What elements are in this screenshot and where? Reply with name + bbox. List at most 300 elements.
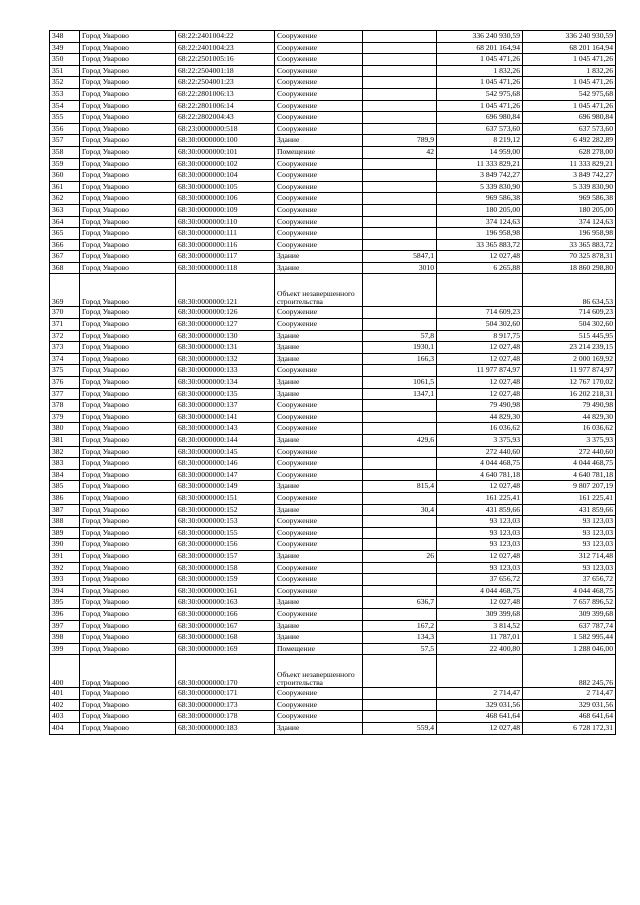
cadastral-value-cell: 37 656,72 [523, 574, 616, 586]
area-cell [363, 204, 437, 216]
municipality-cell: Город Уварово [80, 435, 176, 447]
cadastral-value-cell: 86 634,53 [523, 274, 616, 307]
unit-value-cell: 68 201 164,94 [437, 42, 523, 54]
area-cell [363, 400, 437, 412]
municipality-cell: Город Уварово [80, 42, 176, 54]
cadastral-value-cell: 431 859,66 [523, 504, 616, 516]
municipality-cell: Город Уварово [80, 620, 176, 632]
area-cell [363, 228, 437, 240]
table-row [50, 170, 616, 182]
unit-value-cell: 969 586,38 [437, 193, 523, 205]
area-cell [363, 516, 437, 528]
cadastral-value-cell: 696 980,84 [523, 112, 616, 124]
unit-value-cell: 16 036,62 [437, 423, 523, 435]
cadastral-number-cell: 68:30:0000000:143 [176, 423, 275, 435]
row-number-cell: 385 [50, 481, 80, 493]
object-type-cell: Сооружение [275, 54, 363, 66]
object-type-cell: Здание [275, 251, 363, 263]
object-type-cell: Помещение [275, 146, 363, 158]
row-number-cell: 404 [50, 723, 80, 735]
cadastral-value-cell: 6 728 172,31 [523, 723, 616, 735]
object-type-cell: Сооружение [275, 123, 363, 135]
municipality-cell: Город Уварово [80, 699, 176, 711]
unit-value-cell: 12 027,48 [437, 251, 523, 263]
row-number-cell: 355 [50, 112, 80, 124]
table-row [50, 446, 616, 458]
cadastral-number-cell: 68:23:0000000:518 [176, 123, 275, 135]
unit-value-cell: 12 027,48 [437, 388, 523, 400]
unit-value-cell: 12 027,48 [437, 377, 523, 389]
cadastral-number-cell: 68:30:0000000:156 [176, 539, 275, 551]
unit-value-cell [437, 274, 523, 307]
cadastral-value-cell: 93 123,03 [523, 562, 616, 574]
municipality-cell: Город Уварово [80, 655, 176, 688]
cadastral-value-cell: 4 044 468,75 [523, 458, 616, 470]
row-number-cell: 383 [50, 458, 80, 470]
cadastral-number-cell: 68:30:0000000:132 [176, 353, 275, 365]
cadastral-value-cell: 4 640 781,18 [523, 469, 616, 481]
row-number-cell: 362 [50, 193, 80, 205]
object-type-cell: Сооружение [275, 411, 363, 423]
cadastral-value-cell: 161 225,41 [523, 492, 616, 504]
area-cell [363, 181, 437, 193]
cadastral-value-cell: 1 582 995,44 [523, 632, 616, 644]
row-number-cell: 389 [50, 527, 80, 539]
cadastral-value-cell: 93 123,03 [523, 516, 616, 528]
area-cell [363, 469, 437, 481]
municipality-cell: Город Уварово [80, 723, 176, 735]
cadastral-number-cell: 68:30:0000000:155 [176, 527, 275, 539]
unit-value-cell: 336 240 930,59 [437, 31, 523, 43]
cadastral-number-cell: 68:30:0000000:159 [176, 574, 275, 586]
unit-value-cell: 11 977 874,97 [437, 365, 523, 377]
area-cell: 57,8 [363, 330, 437, 342]
object-type-cell: Сооружение [275, 216, 363, 228]
cadastral-value-cell: 6 492 282,89 [523, 135, 616, 147]
cadastral-number-cell: 68:30:0000000:137 [176, 400, 275, 412]
row-number-cell: 365 [50, 228, 80, 240]
area-cell: 134,3 [363, 632, 437, 644]
area-cell [363, 585, 437, 597]
table-row [50, 492, 616, 504]
cadastral-value-cell: 637 573,60 [523, 123, 616, 135]
area-cell: 167,2 [363, 620, 437, 632]
cadastral-number-cell: 68:30:0000000:104 [176, 170, 275, 182]
cadastral-number-cell: 68:30:0000000:158 [176, 562, 275, 574]
area-cell: 1061,5 [363, 377, 437, 389]
municipality-cell: Город Уварово [80, 77, 176, 89]
cadastral-value-cell: 637 787,74 [523, 620, 616, 632]
cadastral-value-cell: 7 657 896,52 [523, 597, 616, 609]
cadastral-number-cell: 68:30:0000000:183 [176, 723, 275, 735]
unit-value-cell: 22 400,80 [437, 643, 523, 655]
object-type-cell: Сооружение [275, 65, 363, 77]
municipality-cell: Город Уварово [80, 597, 176, 609]
row-number-cell: 392 [50, 562, 80, 574]
unit-value-cell: 4 044 468,75 [437, 585, 523, 597]
area-cell [363, 423, 437, 435]
cadastral-value-cell: 18 860 298,80 [523, 262, 616, 274]
table-row [50, 319, 616, 331]
municipality-cell: Город Уварово [80, 88, 176, 100]
table-row [50, 643, 616, 655]
cadastral-number-cell: 68:30:0000000:152 [176, 504, 275, 516]
municipality-cell: Город Уварово [80, 146, 176, 158]
cadastral-value-cell: 312 714,48 [523, 550, 616, 562]
object-type-cell: Сооружение [275, 77, 363, 89]
cadastral-number-cell: 68:30:0000000:157 [176, 550, 275, 562]
table-row [50, 411, 616, 423]
municipality-cell: Город Уварово [80, 170, 176, 182]
unit-value-cell: 44 829,30 [437, 411, 523, 423]
cadastral-number-cell: 68:22:2501005:16 [176, 54, 275, 66]
row-number-cell: 359 [50, 158, 80, 170]
object-type-cell: Сооружение [275, 688, 363, 700]
row-number-cell: 368 [50, 262, 80, 274]
object-type-cell: Здание [275, 388, 363, 400]
municipality-cell: Город Уварово [80, 711, 176, 723]
area-cell: 5847,1 [363, 251, 437, 263]
municipality-cell: Город Уварово [80, 643, 176, 655]
table-row [50, 365, 616, 377]
municipality-cell: Город Уварово [80, 469, 176, 481]
cadastral-value-cell: 23 214 239,15 [523, 342, 616, 354]
cadastral-value-cell: 1 045 471,26 [523, 54, 616, 66]
object-type-cell: Здание [275, 262, 363, 274]
unit-value-cell: 12 027,48 [437, 353, 523, 365]
row-number-cell: 364 [50, 216, 80, 228]
cadastral-number-cell: 68:30:0000000:171 [176, 688, 275, 700]
municipality-cell: Город Уварово [80, 632, 176, 644]
area-cell [363, 54, 437, 66]
cadastral-number-cell: 68:30:0000000:178 [176, 711, 275, 723]
municipality-cell: Город Уварово [80, 400, 176, 412]
row-number-cell: 349 [50, 42, 80, 54]
unit-value-cell: 6 265,88 [437, 262, 523, 274]
unit-value-cell: 12 027,48 [437, 342, 523, 354]
object-type-cell: Сооружение [275, 307, 363, 319]
area-cell [363, 307, 437, 319]
area-cell: 1930,1 [363, 342, 437, 354]
cadastral-value-cell: 68 201 164,94 [523, 42, 616, 54]
cadastral-number-cell: 68:30:0000000:151 [176, 492, 275, 504]
row-number-cell: 377 [50, 388, 80, 400]
unit-value-cell: 196 958,98 [437, 228, 523, 240]
unit-value-cell: 12 027,48 [437, 550, 523, 562]
row-number-cell: 401 [50, 688, 80, 700]
row-number-cell: 388 [50, 516, 80, 528]
object-type-cell: Здание [275, 435, 363, 447]
table-row [50, 135, 616, 147]
table-row [50, 481, 616, 493]
municipality-cell: Город Уварово [80, 251, 176, 263]
cadastral-value-cell: 44 829,30 [523, 411, 616, 423]
unit-value-cell: 4 044 468,75 [437, 458, 523, 470]
municipality-cell: Город Уварово [80, 688, 176, 700]
row-number-cell: 374 [50, 353, 80, 365]
unit-value-cell: 8 917,75 [437, 330, 523, 342]
table-row [50, 723, 616, 735]
table-row [50, 711, 616, 723]
row-number-cell: 382 [50, 446, 80, 458]
cadastral-value-cell: 70 325 878,31 [523, 251, 616, 263]
cadastral-value-table [49, 30, 616, 735]
cadastral-value-cell: 969 586,38 [523, 193, 616, 205]
object-type-cell: Здание [275, 481, 363, 493]
table-row [50, 31, 616, 43]
unit-value-cell [437, 655, 523, 688]
object-type-cell: Сооружение [275, 492, 363, 504]
table-row [50, 307, 616, 319]
cadastral-number-cell: 68:30:0000000:131 [176, 342, 275, 354]
municipality-cell: Город Уварово [80, 458, 176, 470]
cadastral-value-cell: 16 036,62 [523, 423, 616, 435]
area-cell [363, 539, 437, 551]
object-type-cell: Помещение [275, 643, 363, 655]
municipality-cell: Город Уварово [80, 585, 176, 597]
table-row [50, 228, 616, 240]
cadastral-value-cell: 2 000 169,92 [523, 353, 616, 365]
municipality-cell: Город Уварово [80, 31, 176, 43]
row-number-cell: 361 [50, 181, 80, 193]
object-type-cell: Здание [275, 504, 363, 516]
unit-value-cell: 272 440,60 [437, 446, 523, 458]
unit-value-cell: 79 490,98 [437, 400, 523, 412]
municipality-cell: Город Уварово [80, 319, 176, 331]
area-cell [363, 123, 437, 135]
object-type-cell: Сооружение [275, 228, 363, 240]
table-row [50, 516, 616, 528]
cadastral-number-cell: 68:30:0000000:121 [176, 274, 275, 307]
row-number-cell: 357 [50, 135, 80, 147]
table-row [50, 458, 616, 470]
object-type-cell: Сооружение [275, 100, 363, 112]
cadastral-number-cell: 68:30:0000000:170 [176, 655, 275, 688]
cadastral-number-cell: 68:30:0000000:134 [176, 377, 275, 389]
row-number-cell: 354 [50, 100, 80, 112]
table-row [50, 274, 616, 307]
area-cell [363, 100, 437, 112]
object-type-cell: Сооружение [275, 711, 363, 723]
table-row [50, 608, 616, 620]
municipality-cell: Город Уварово [80, 54, 176, 66]
object-type-cell: Сооружение [275, 608, 363, 620]
object-type-cell: Здание [275, 597, 363, 609]
municipality-cell: Город Уварово [80, 330, 176, 342]
object-type-cell: Сооружение [275, 239, 363, 251]
unit-value-cell: 3 375,93 [437, 435, 523, 447]
municipality-cell: Город Уварово [80, 574, 176, 586]
cadastral-number-cell: 68:30:0000000:105 [176, 181, 275, 193]
table-row [50, 562, 616, 574]
row-number-cell: 372 [50, 330, 80, 342]
cadastral-value-cell: 3 375,93 [523, 435, 616, 447]
row-number-cell: 394 [50, 585, 80, 597]
table-row [50, 181, 616, 193]
area-cell [363, 170, 437, 182]
area-cell [363, 655, 437, 688]
cadastral-number-cell: 68:22:2401004:22 [176, 31, 275, 43]
unit-value-cell: 696 980,84 [437, 112, 523, 124]
row-number-cell: 352 [50, 77, 80, 89]
row-number-cell: 402 [50, 699, 80, 711]
municipality-cell: Город Уварово [80, 216, 176, 228]
object-type-cell: Объект незавершенного строительства [275, 274, 363, 307]
municipality-cell: Город Уварово [80, 504, 176, 516]
municipality-cell: Город Уварово [80, 492, 176, 504]
area-cell [363, 458, 437, 470]
object-type-cell: Сооружение [275, 539, 363, 551]
object-type-cell: Сооружение [275, 181, 363, 193]
cadastral-number-cell: 68:30:0000000:110 [176, 216, 275, 228]
cadastral-number-cell: 68:30:0000000:168 [176, 632, 275, 644]
area-cell: 57,5 [363, 643, 437, 655]
municipality-cell: Город Уварово [80, 388, 176, 400]
table-row [50, 54, 616, 66]
municipality-cell: Город Уварово [80, 608, 176, 620]
municipality-cell: Город Уварово [80, 342, 176, 354]
table-row [50, 330, 616, 342]
cadastral-value-cell: 468 641,64 [523, 711, 616, 723]
cadastral-number-cell: 68:30:0000000:127 [176, 319, 275, 331]
cadastral-number-cell: 68:30:0000000:141 [176, 411, 275, 423]
cadastral-number-cell: 68:30:0000000:149 [176, 481, 275, 493]
unit-value-cell: 374 124,63 [437, 216, 523, 228]
object-type-cell: Сооружение [275, 88, 363, 100]
municipality-cell: Город Уварово [80, 377, 176, 389]
row-number-cell: 381 [50, 435, 80, 447]
cadastral-value-cell: 336 240 930,59 [523, 31, 616, 43]
table-row [50, 262, 616, 274]
row-number-cell: 378 [50, 400, 80, 412]
cadastral-number-cell: 68:30:0000000:109 [176, 204, 275, 216]
unit-value-cell: 3 814,52 [437, 620, 523, 632]
cadastral-number-cell: 68:30:0000000:102 [176, 158, 275, 170]
unit-value-cell: 180 205,00 [437, 204, 523, 216]
cadastral-number-cell: 68:30:0000000:116 [176, 239, 275, 251]
table-row [50, 632, 616, 644]
unit-value-cell: 161 225,41 [437, 492, 523, 504]
object-type-cell: Сооружение [275, 458, 363, 470]
cadastral-number-cell: 68:30:0000000:169 [176, 643, 275, 655]
unit-value-cell: 11 787,01 [437, 632, 523, 644]
cadastral-number-cell: 68:22:2801006:13 [176, 88, 275, 100]
area-cell [363, 608, 437, 620]
row-number-cell: 369 [50, 274, 80, 307]
cadastral-value-cell: 9 807 207,19 [523, 481, 616, 493]
cadastral-number-cell: 68:22:2504001:18 [176, 65, 275, 77]
municipality-cell: Город Уварово [80, 228, 176, 240]
cadastral-value-cell: 12 767 170,02 [523, 377, 616, 389]
area-cell [363, 77, 437, 89]
table-row [50, 585, 616, 597]
cadastral-value-cell: 11 977 874,97 [523, 365, 616, 377]
municipality-cell: Город Уварово [80, 516, 176, 528]
cadastral-number-cell: 68:30:0000000:100 [176, 135, 275, 147]
table-row [50, 239, 616, 251]
municipality-cell: Город Уварово [80, 353, 176, 365]
municipality-cell: Город Уварово [80, 365, 176, 377]
object-type-cell: Сооружение [275, 31, 363, 43]
area-cell [363, 216, 437, 228]
unit-value-cell: 93 123,03 [437, 539, 523, 551]
cadastral-number-cell: 68:30:0000000:166 [176, 608, 275, 620]
object-type-cell: Здание [275, 135, 363, 147]
unit-value-cell: 504 302,60 [437, 319, 523, 331]
area-cell [363, 31, 437, 43]
row-number-cell: 399 [50, 643, 80, 655]
cadastral-number-cell: 68:30:0000000:133 [176, 365, 275, 377]
cadastral-number-cell: 68:30:0000000:167 [176, 620, 275, 632]
row-number-cell: 358 [50, 146, 80, 158]
municipality-cell: Город Уварово [80, 274, 176, 307]
object-type-cell: Сооружение [275, 527, 363, 539]
cadastral-number-cell: 68:30:0000000:163 [176, 597, 275, 609]
table-row [50, 123, 616, 135]
cadastral-number-cell: 68:22:2401004:23 [176, 42, 275, 54]
area-cell [363, 158, 437, 170]
row-number-cell: 363 [50, 204, 80, 216]
object-type-cell: Здание [275, 620, 363, 632]
cadastral-number-cell: 68:30:0000000:161 [176, 585, 275, 597]
row-number-cell: 397 [50, 620, 80, 632]
unit-value-cell: 3 849 742,27 [437, 170, 523, 182]
area-cell: 815,4 [363, 481, 437, 493]
cadastral-value-table-page [49, 30, 615, 735]
cadastral-value-cell: 515 445,95 [523, 330, 616, 342]
row-number-cell: 379 [50, 411, 80, 423]
cadastral-value-cell: 93 123,03 [523, 527, 616, 539]
table-row [50, 42, 616, 54]
area-cell [363, 42, 437, 54]
municipality-cell: Город Уварово [80, 204, 176, 216]
cadastral-number-cell: 68:30:0000000:145 [176, 446, 275, 458]
municipality-cell: Город Уварово [80, 135, 176, 147]
row-number-cell: 391 [50, 550, 80, 562]
table-row [50, 146, 616, 158]
area-cell [363, 88, 437, 100]
area-cell: 636,7 [363, 597, 437, 609]
unit-value-cell: 309 399,68 [437, 608, 523, 620]
object-type-cell: Сооружение [275, 562, 363, 574]
cadastral-value-cell: 309 399,68 [523, 608, 616, 620]
row-number-cell: 403 [50, 711, 80, 723]
object-type-cell: Здание [275, 353, 363, 365]
table-row [50, 388, 616, 400]
unit-value-cell: 33 365 883,72 [437, 239, 523, 251]
municipality-cell: Город Уварово [80, 562, 176, 574]
row-number-cell: 353 [50, 88, 80, 100]
municipality-cell: Город Уварово [80, 181, 176, 193]
cadastral-value-cell: 374 124,63 [523, 216, 616, 228]
area-cell [363, 112, 437, 124]
cadastral-number-cell: 68:30:0000000:118 [176, 262, 275, 274]
unit-value-cell: 93 123,03 [437, 516, 523, 528]
cadastral-value-cell: 3 849 742,27 [523, 170, 616, 182]
unit-value-cell: 468 641,64 [437, 711, 523, 723]
row-number-cell: 395 [50, 597, 80, 609]
object-type-cell: Здание [275, 550, 363, 562]
area-cell: 42 [363, 146, 437, 158]
row-number-cell: 360 [50, 170, 80, 182]
cadastral-value-cell: 33 365 883,72 [523, 239, 616, 251]
unit-value-cell: 12 027,48 [437, 597, 523, 609]
cadastral-value-cell: 16 202 218,31 [523, 388, 616, 400]
area-cell [363, 699, 437, 711]
cadastral-number-cell: 68:30:0000000:106 [176, 193, 275, 205]
cadastral-number-cell: 68:22:2504001:23 [176, 77, 275, 89]
table-row [50, 353, 616, 365]
